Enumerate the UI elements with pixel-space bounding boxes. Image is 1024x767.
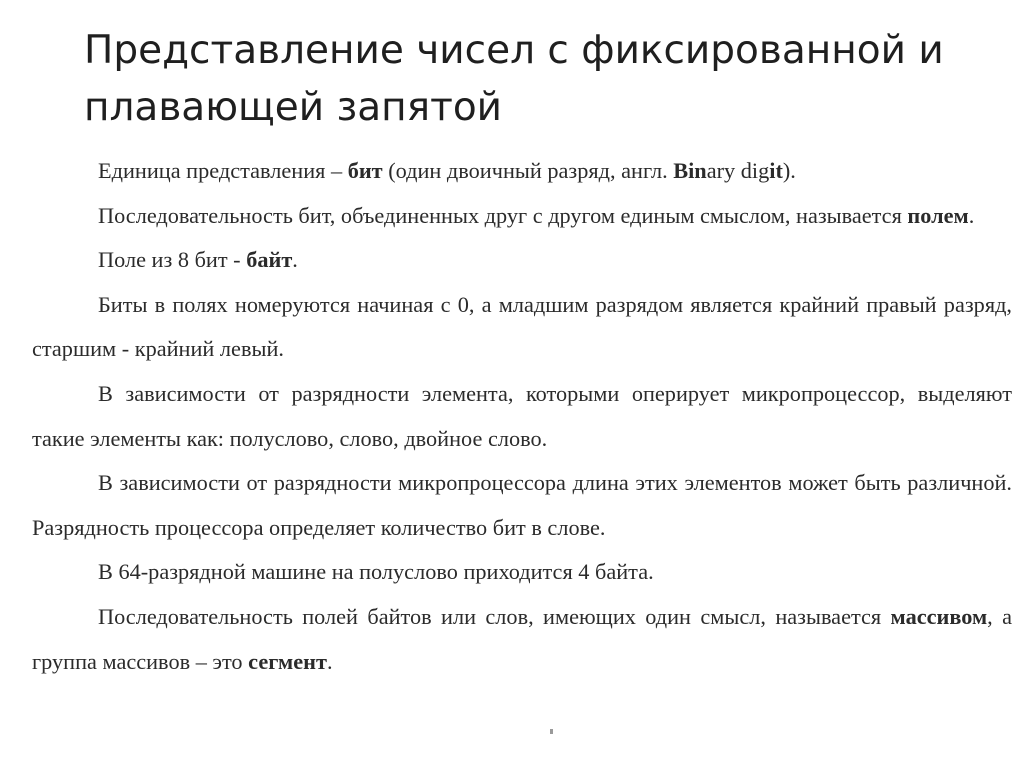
text-run: dig [740, 158, 770, 183]
bold-term: сегмент [248, 648, 327, 674]
text-run: , а группа массивов – это [32, 603, 1013, 674]
slide-body [32, 149, 1012, 684]
paragraph-array-segment [32, 595, 1012, 684]
paragraph-word-length [32, 461, 1012, 550]
text-run: Последовательность бит, объединенных друг с другом единым смыслом, называется [98, 202, 908, 228]
paragraph-64bit-halfword [32, 550, 1012, 595]
bold-term: бит [347, 158, 383, 183]
text-run: В зависимости от разрядности элемента, которыми оперирует микропроцессор, выделяют такие элементы как: полуслово, слово, двойное слово. [32, 380, 1012, 451]
paragraph-byte-definition [32, 238, 1012, 283]
text-run: В зависимости от разрядности микропроцессора длина этих элементов может быть различной. Разрядность процессора определяет количество бит в слове. [32, 470, 1012, 540]
text-run: ). [782, 158, 796, 183]
bold-term: Bin [673, 158, 707, 183]
paragraph-element-types [32, 372, 1012, 461]
paragraph-bit-definition [32, 149, 1012, 194]
text-run: Единица представления – [98, 158, 348, 183]
text-run: . [968, 202, 975, 228]
bold-term: массивом [890, 603, 988, 629]
text-run: . [326, 648, 333, 674]
text-run: (один двоичный разряд, англ. [382, 158, 674, 183]
slide-title: Представление чисел с фиксированной и плавающей запятой [84, 28, 944, 130]
text-run: ary [706, 158, 741, 183]
bold-term: it [769, 158, 783, 183]
text-run: Последовательность полей байтов или слов, имеющих один смысл, называется [98, 603, 891, 629]
paragraph-field-definition [32, 194, 1012, 239]
text-run: В 64-разрядной машине на полуслово приходится 4 байта. [98, 559, 654, 585]
bold-term: байт [246, 247, 293, 273]
text-run: Поле из 8 бит - [98, 247, 247, 273]
page-marker [550, 729, 553, 734]
bold-term: полем [907, 202, 969, 228]
paragraph-bit-numbering [32, 283, 1012, 372]
text-run: . [292, 247, 298, 273]
text-run: Биты в полях номеруются начиная с 0, а младшим разрядом является крайний правый разряд, старшим - крайний левый. [32, 291, 1012, 362]
